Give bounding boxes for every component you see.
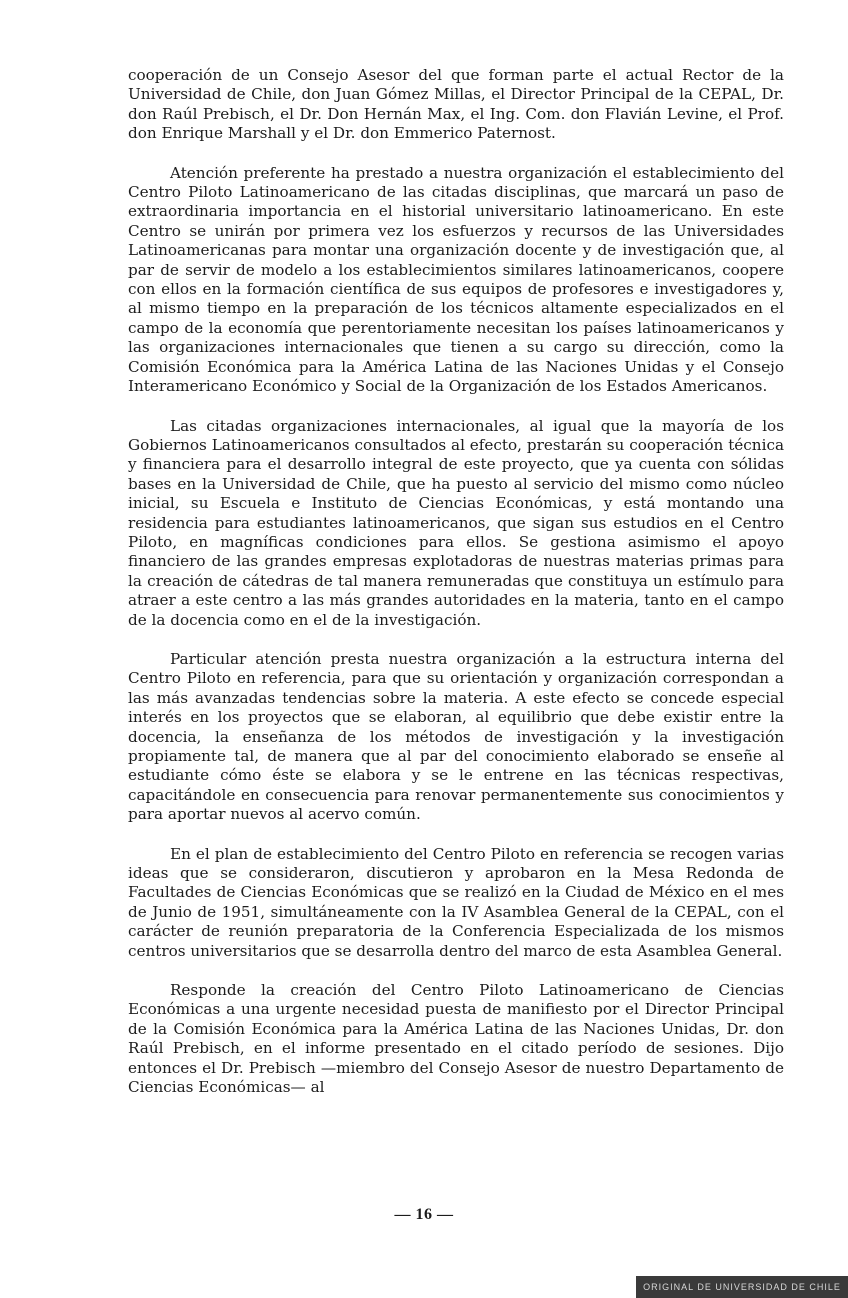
paragraph-estructura: Particular atención presta nuestra organización a la estructura interna del Centro Piloto en referencia, para que su orientación y organización correspondan a las más avanzadas tendencias sobre la materia. A este efecto se concede especial interés en los proyectos que se elaboran, al equilibrio que debe existir entre la docencia, la enseñanza de los métodos de investigación y la investigación propiamente tal, de manera que al par del conocimiento elaborado se enseñe al estudiante cómo éste se elabora y se le entrene en las técnicas respectivas, capacitándole en consecuencia para renovar permanentemente sus conocimientos y para aportar nuevos al acervo común.	[128, 649, 784, 824]
paragraph-plan: En el plan de establecimiento del Centro Piloto en referencia se recogen varias ideas que se consideraron, discutieron y aprobaron en la Mesa Redonda de Facultades de Ciencias Económicas que se realizó en la Ciudad de México en el mes de Junio de 1951, simultáneamente con la IV Asamblea General de la CEPAL, con el carácter de reunión preparatoria de la Conferencia Especializada de los mismos centros universitarios que se desarrolla dentro del marco de esta Asamblea General.	[128, 844, 784, 960]
page-body	[128, 66, 784, 1118]
page-number: — 16 —	[394, 1206, 454, 1223]
paragraph-centro-piloto: Atención preferente ha prestado a nuestra organización el establecimiento del Centro Piloto Latinoamericano de las citadas disciplinas, que marcará un paso de extraordinaria importancia en el historial universitario latinoamericano. En este Centro se unirán por primera vez los esfuerzos y recursos de las Universidades Latinoamericanas para montar una organización docente y de investigación que, al par de servir de modelo a los establecimientos similares latinoamericanos, coopere con ellos en la formación científica de sus equipos de profesores e investigadores y, al mismo tiempo en la preparación de los técnicos altamente especializados en el campo de la economía que perentoriamente necesitan los países latinoamericanos y las organizaciones internacionales que tienen a su cargo su dirección, como la Comisión Económica para la América Latina de las Naciones Unidas y el Consejo Interamericano Económico y Social de la Organización de los Estados Americanos.	[128, 163, 784, 396]
paragraph-responde: Responde la creación del Centro Piloto Latinoamericano de Ciencias Económicas a una urgente necesidad puesta de manifiesto por el Director Principal de la Comisión Económica para la América Latina de las Naciones Unidas, Dr. don Raúl Prebisch, en el informe presentado en el citado período de sesiones. Dijo entonces el Dr. Prebisch —miembro del Consejo Asesor de nuestro Departamento de Ciencias Económicas— al	[128, 981, 784, 1097]
archive-watermark: ORIGINAL DE UNIVERSIDAD DE CHILE	[636, 1276, 848, 1298]
paragraph-organizaciones: Las citadas organizaciones internacionales, al igual que la mayoría de los Gobiernos Latinoamericanos consultados al efecto, prestarán su cooperación técnica y financiera para el desarrollo integral de este proyecto, que ya cuenta con sólidas bases en la Universidad de Chile, que ha puesto al servicio del mismo como núcleo inicial, su Escuela e Instituto de Ciencias Económicas, y está montando una residencia para estudiantes latinoamericanos, que sigan sus estudios en el Centro Piloto, en magníficas condiciones para ellos. Se gestiona asimismo el apoyo financiero de las grandes empresas explotadoras de nuestras materias primas para la creación de cátedras de tal manera remuneradas que constituya un estímulo para atraer a este centro a las más grandes autoridades en la materia, tanto en el campo de la docencia como en el de la investigación.	[128, 416, 784, 629]
paragraph-continuation: cooperación de un Consejo Asesor del que forman parte el actual Rector de la Universidad de Chile, don Juan Gómez Millas, el Director Principal de la CEPAL, Dr. don Raúl Prebisch, el Dr. Don Hernán Max, el Ing. Com. don Flavián Levine, el Prof. don Enrique Marshall y el Dr. don Emmerico Paternost.	[128, 66, 784, 143]
